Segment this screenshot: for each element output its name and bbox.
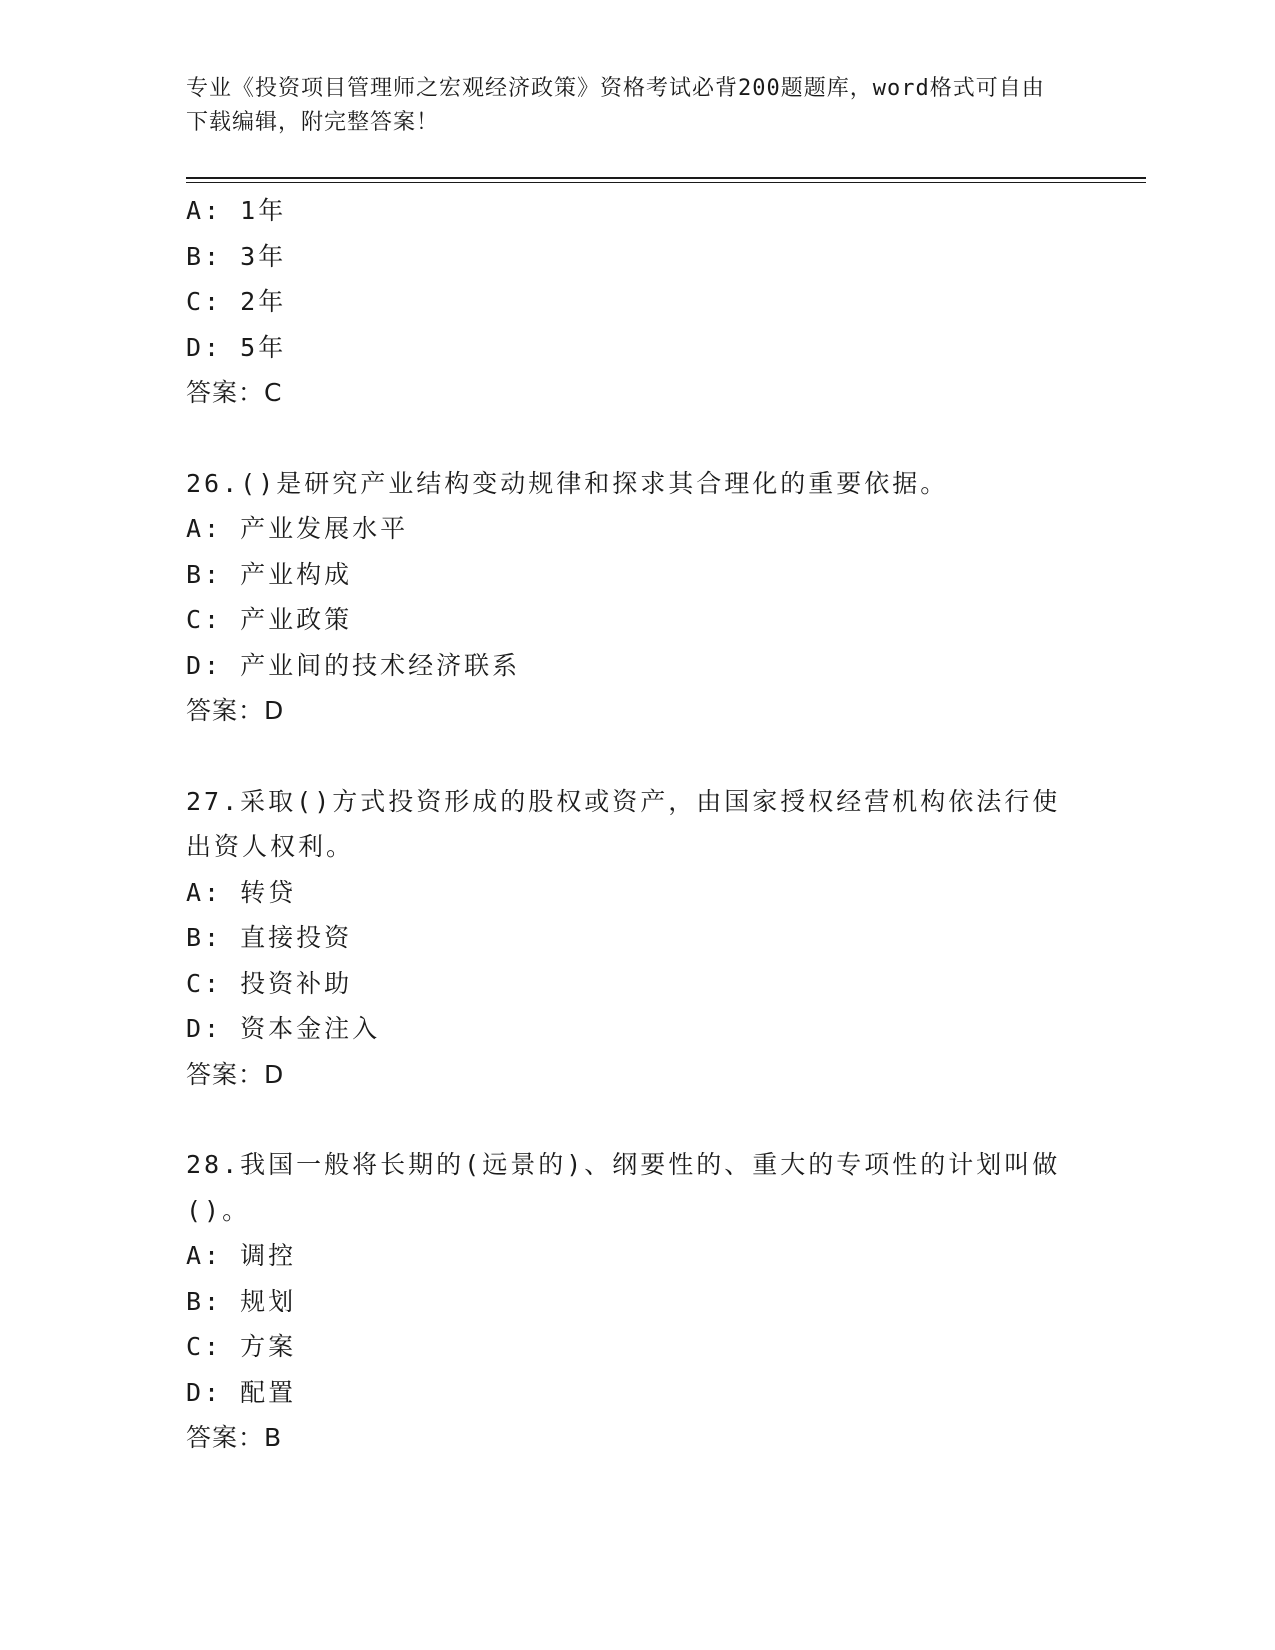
option-d: D: 配置: [186, 1377, 297, 1407]
option-d: D: 5年: [186, 332, 287, 362]
question-block: [186, 1142, 1086, 1461]
answer-value: D: [264, 1059, 285, 1089]
question-stem: 26.()是研究产业结构变动规律和探求其合理化的重要依据。: [186, 468, 949, 498]
question-spacer: [186, 416, 1086, 461]
answer-label: 答案：: [186, 1423, 265, 1452]
option-a: A: 调控: [186, 1241, 297, 1270]
answer-label: 答案：: [186, 696, 265, 725]
option-c: C: 投资补助: [186, 968, 353, 998]
answer-label: 答案：: [186, 1059, 265, 1089]
option-d: D: 产业间的技术经济联系: [186, 650, 521, 680]
question-block: [186, 779, 1086, 1098]
answer-label: 答案：: [186, 378, 265, 407]
option-d: D: 资本金注入: [186, 1014, 381, 1043]
option-c: C: 产业政策: [186, 605, 353, 634]
option-a: A: 转贷: [186, 877, 297, 907]
answer-line: [186, 370, 1086, 416]
question-stem: 27.采取()方式投资形成的股权或资产，由国家授权经营机构依法行使出资人权利。: [186, 786, 1061, 861]
question-block: [186, 188, 1086, 416]
option-b: B: 规划: [186, 1286, 297, 1316]
option-b: B: 3年: [186, 241, 287, 271]
option-a: A: 产业发展水平: [186, 514, 409, 543]
header-divider-thin: [186, 182, 1146, 183]
option-a: A: 1年: [186, 196, 287, 225]
question-spacer: [186, 734, 1086, 779]
answer-line: [186, 1415, 1086, 1461]
answer-value: D: [264, 696, 285, 725]
option-c: C: 2年: [186, 287, 287, 316]
document-header: 专业《投资项目管理师之宏观经济政策》资格考试必背200题题库，word格式可自由下载编辑，附完整答案！: [186, 76, 1045, 135]
question-spacer: [186, 1097, 1086, 1142]
answer-line: [186, 1052, 1086, 1098]
option-b: B: 直接投资: [186, 923, 353, 952]
question-list: [186, 188, 1086, 1461]
option-c: C: 方案: [186, 1332, 297, 1361]
question-stem: 28.我国一般将长期的(远景的)、纲要性的、重大的专项性的计划叫做()。: [186, 1150, 1061, 1225]
answer-value: C: [264, 378, 283, 407]
answer-value: B: [264, 1423, 283, 1452]
header-divider-thick: [186, 177, 1146, 179]
option-b: B: 产业构成: [186, 559, 353, 589]
answer-line: [186, 688, 1086, 734]
question-block: [186, 461, 1086, 734]
